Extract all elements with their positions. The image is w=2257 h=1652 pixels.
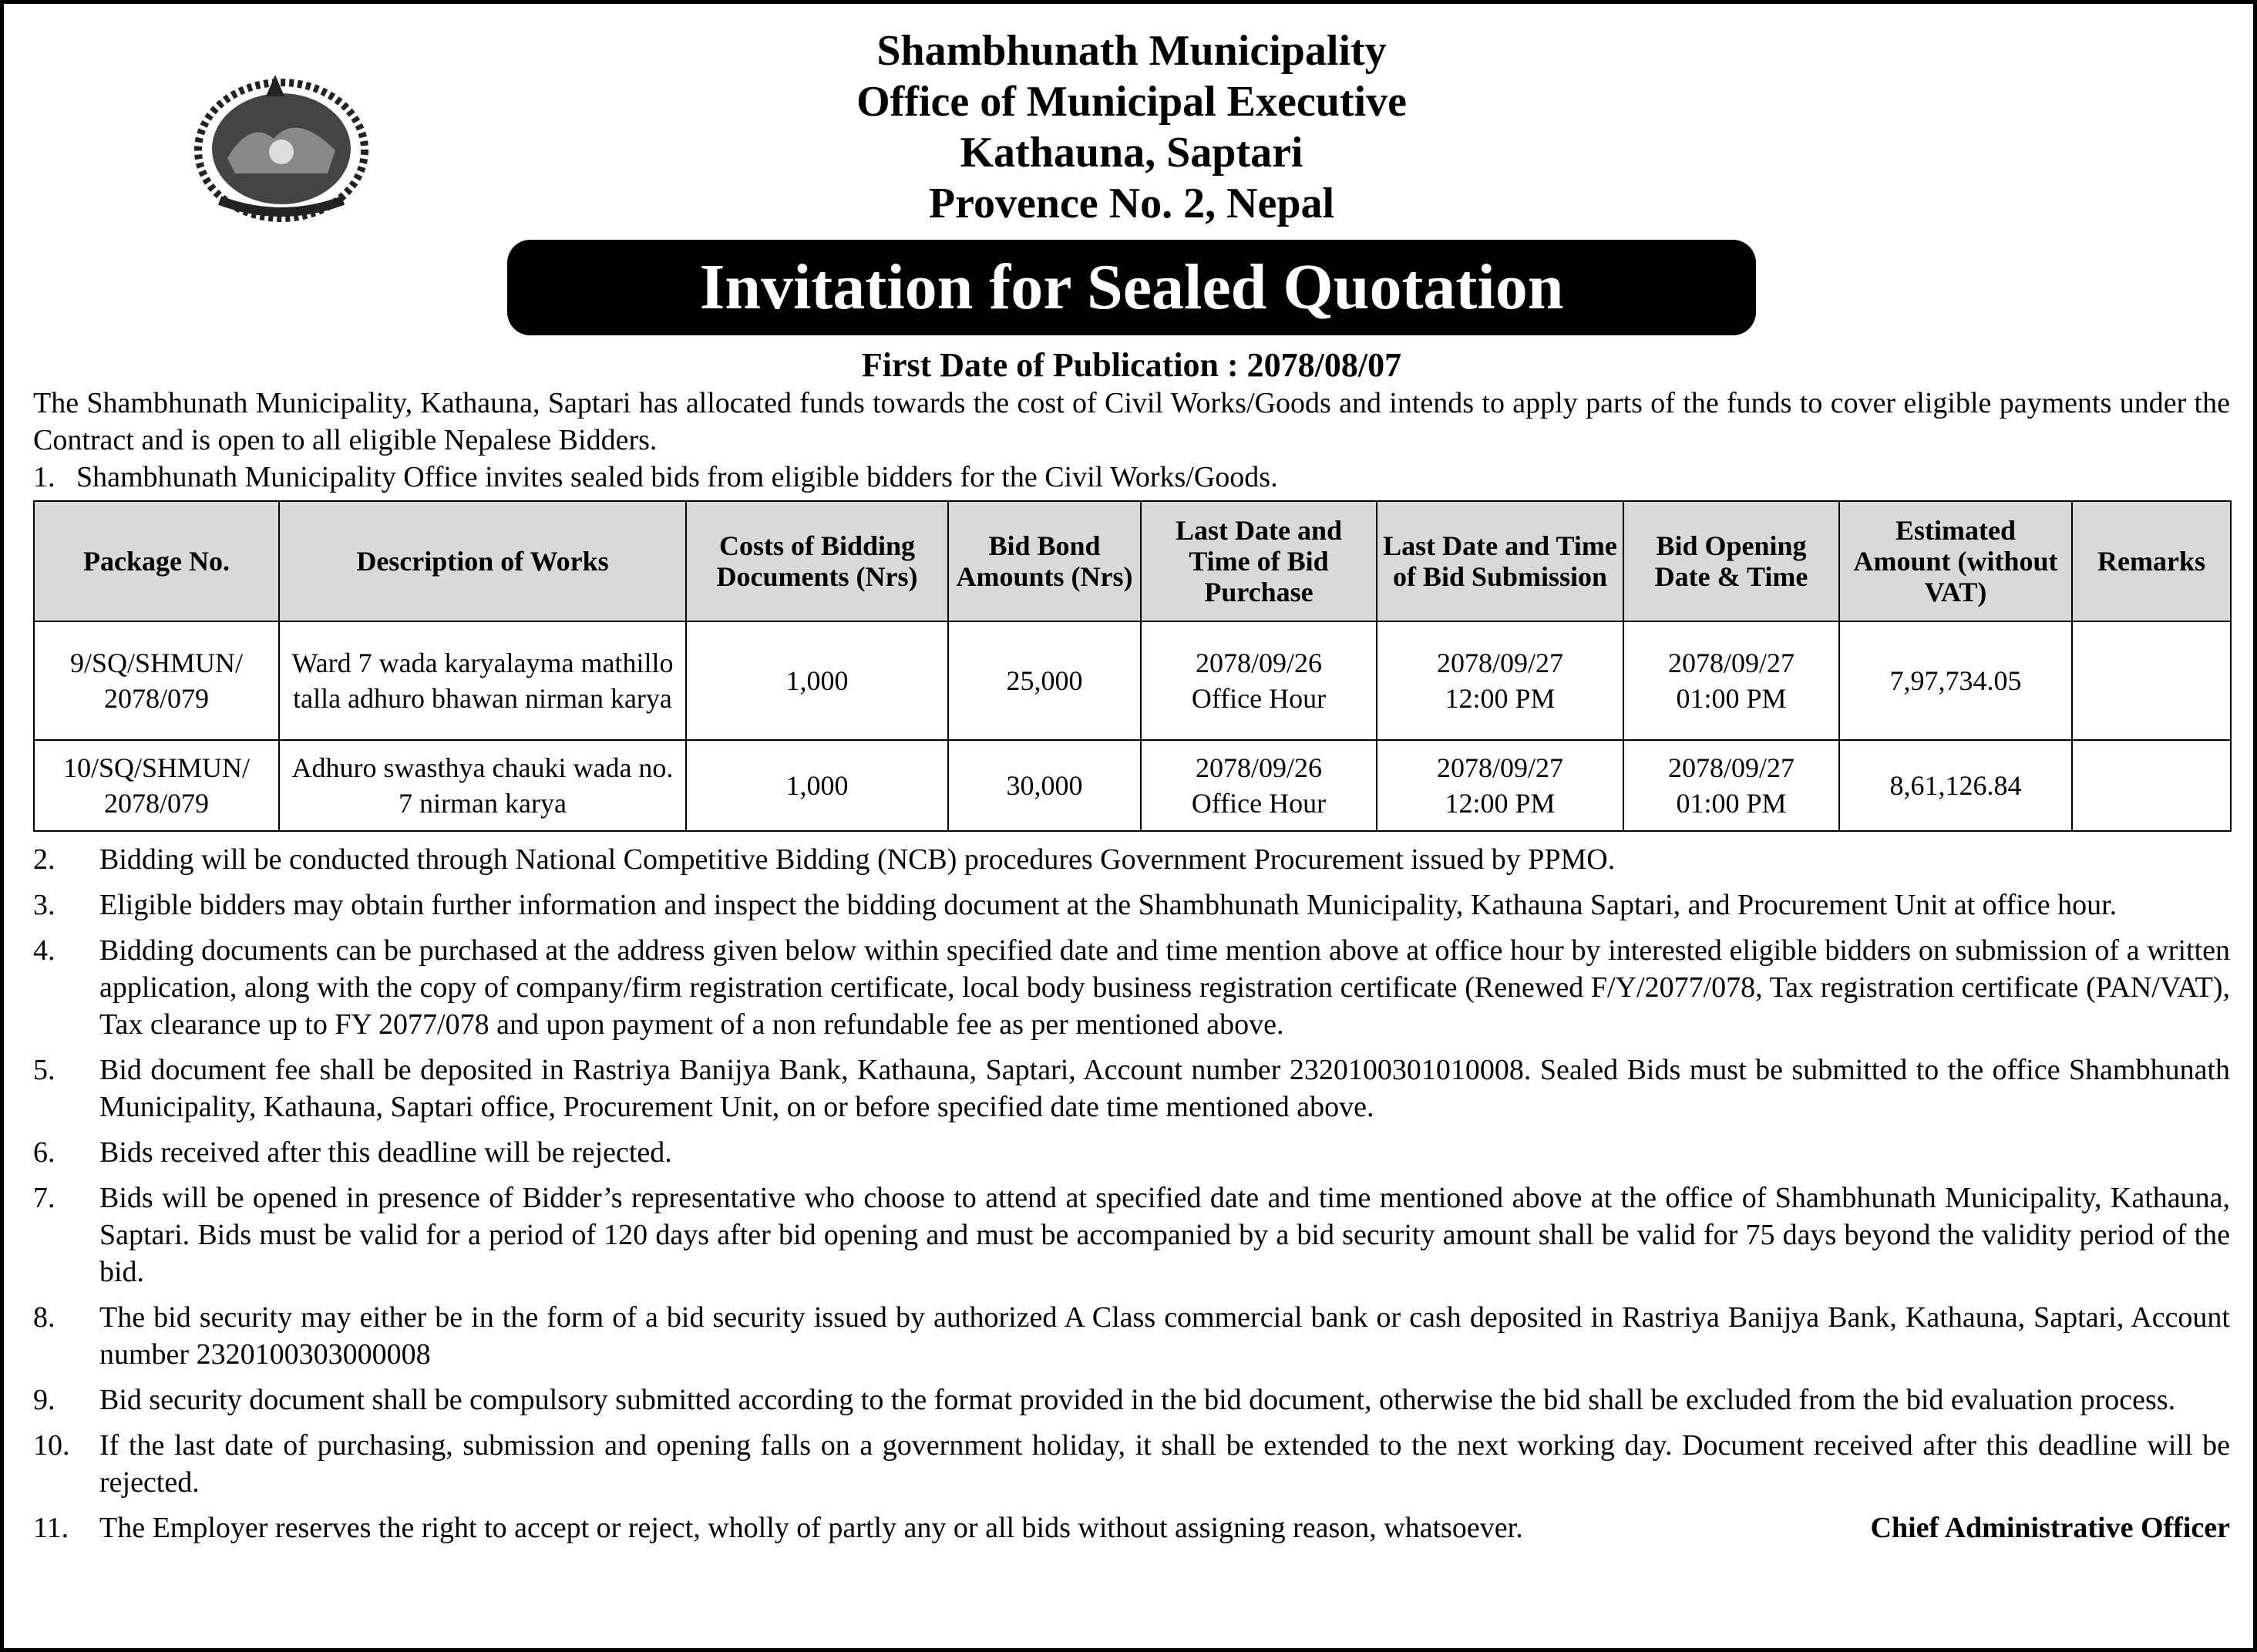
province-line: Provence No. 2, Nepal bbox=[928, 180, 1335, 227]
opening-date: 2078/09/27 bbox=[1667, 752, 1794, 783]
column-header: Package No. bbox=[34, 501, 279, 621]
purchase-cell bbox=[1141, 740, 1377, 831]
amount-cell: 7,97,734.05 bbox=[1839, 621, 2072, 740]
point-text: Bids received after this deadline will be rejected. bbox=[99, 1136, 672, 1169]
point-5 bbox=[33, 1051, 2230, 1125]
package-cell: 10/SQ/SHMUN/ 2078/079 bbox=[34, 740, 279, 831]
point-8 bbox=[33, 1299, 2230, 1373]
bond-cell: 30,000 bbox=[948, 740, 1141, 831]
cost-cell: 1,000 bbox=[686, 621, 948, 740]
office-name: Office of Municipal Executive bbox=[856, 78, 1407, 126]
point-9 bbox=[33, 1381, 2230, 1418]
point-number: 5. bbox=[33, 1054, 56, 1086]
point-2 bbox=[33, 841, 2230, 878]
column-header: Last Date and Time of Bid Submission bbox=[1377, 501, 1623, 621]
submission-cell bbox=[1377, 740, 1623, 831]
numbered-points bbox=[33, 841, 2230, 1546]
point-number: 10. bbox=[33, 1429, 70, 1462]
opening-date: 2078/09/27 bbox=[1667, 648, 1794, 678]
point-10 bbox=[33, 1427, 2230, 1501]
bond-cell: 25,000 bbox=[948, 621, 1141, 740]
point-number: 7. bbox=[33, 1182, 56, 1214]
description-cell: Adhuro swasthya chauki wada no. 7 nirman karya bbox=[279, 740, 686, 831]
opening-cell bbox=[1623, 621, 1839, 740]
purchase-date: 2078/09/26 bbox=[1195, 752, 1322, 783]
point-text: The Employer reserves the right to accept or reject, wholly of partly any or all bids without assigning reason, whatsoever. bbox=[99, 1512, 1523, 1544]
nepal-emblem-icon bbox=[189, 66, 374, 227]
submission-time: 12:00 PM bbox=[1445, 683, 1556, 714]
description-cell: Ward 7 wada karyalayma mathillo talla adhuro bhawan nirman karya bbox=[279, 621, 686, 740]
bids-table bbox=[33, 500, 2232, 832]
amount-cell: 8,61,126.84 bbox=[1839, 740, 2072, 831]
point-text: Bids will be opened in presence of Bidder’s representative who choose to attend at specified date and time mentioned above at the office of Shambhunath Municipality, Kathauna, Saptari. Bids must be valid for a period of 120 days after bid opening and must be accompanied by a bid security amount shall be valid for 75 days beyond the validity period of the bid. bbox=[99, 1182, 2230, 1288]
opening-time: 01:00 PM bbox=[1676, 788, 1787, 819]
remarks-cell bbox=[2072, 621, 2231, 740]
package-cell: 9/SQ/SHMUN/ 2078/079 bbox=[34, 621, 279, 740]
purchase-time: Office Hour bbox=[1191, 683, 1327, 714]
purchase-cell bbox=[1141, 621, 1377, 740]
point-number: 2. bbox=[33, 843, 56, 876]
point-text: The bid security may either be in the form of a bid security issued by authorized A Class commercial bank or cash deposited in Rastriya Banijya Bank, Kathauna, Saptari, Account number 2320100303000008 bbox=[99, 1301, 2230, 1371]
municipality-name: Shambhunath Municipality bbox=[876, 27, 1387, 75]
table-row bbox=[34, 740, 2231, 831]
point-text: Bid security document shall be compulsory submitted according to the format provided in the bid document, otherwise the bid shall be excluded from the bid evaluation process. bbox=[99, 1384, 2176, 1416]
table-row bbox=[34, 621, 2231, 740]
table-header-row bbox=[34, 501, 2231, 621]
submission-date: 2078/09/27 bbox=[1436, 752, 1563, 783]
point-number: 9. bbox=[33, 1384, 56, 1416]
point-text: Bidding will be conducted through National Competitive Bidding (NCB) procedures Government Procurement issued by PPMO. bbox=[99, 843, 1616, 876]
point-text: Eligible bidders may obtain further information and inspect the bidding document at the Shambhunath Municipality, Kathauna Saptari, and Procurement Unit at office hour. bbox=[99, 889, 2117, 921]
signature: Chief Administrative Officer bbox=[1870, 1512, 2230, 1544]
column-header: Remarks bbox=[2072, 501, 2231, 621]
purchase-date: 2078/09/26 bbox=[1195, 648, 1322, 678]
point-number: 8. bbox=[33, 1301, 56, 1334]
opening-time: 01:00 PM bbox=[1676, 683, 1787, 714]
point-number: 1. bbox=[33, 461, 56, 493]
title-banner: Invitation for Sealed Quotation bbox=[507, 240, 1756, 335]
point-6 bbox=[33, 1134, 2230, 1171]
point-text: Bid document fee shall be deposited in Rastriya Banijya Bank, Kathauna, Saptari, Account number 2320100301010008. Sealed Bids must be submitted to the office Shambhunath Municipality, Kathauna, Saptari office, Procurement Unit, on or before specified date time mentioned above. bbox=[99, 1054, 2230, 1123]
purchase-time: Office Hour bbox=[1191, 788, 1327, 819]
intro-paragraph: The Shambhunath Municipality, Kathauna, Saptari has allocated funds towards the cost of Civil Works/Goods and intends to apply parts of the funds to cover eligible payments under the Contract and is open to all eligible Nepalese Bidders. bbox=[33, 387, 2230, 456]
point-number: 6. bbox=[33, 1136, 56, 1169]
point-text: Shambhunath Municipality Office invites sealed bids from eligible bidders for the Civil Works/Goods. bbox=[76, 461, 1278, 493]
point-number: 11. bbox=[33, 1512, 69, 1544]
cost-cell: 1,000 bbox=[686, 740, 948, 831]
opening-cell bbox=[1623, 740, 1839, 831]
column-header: Estimated Amount (without VAT) bbox=[1839, 501, 2072, 621]
submission-cell bbox=[1377, 621, 1623, 740]
column-header: Bid Opening Date & Time bbox=[1623, 501, 1839, 621]
point-4 bbox=[33, 932, 2230, 1043]
publication-date: First Date of Publication : 2078/08/07 bbox=[861, 346, 1402, 384]
column-header: Costs of Bidding Documents (Nrs) bbox=[686, 501, 948, 621]
point-7 bbox=[33, 1179, 2230, 1290]
point-number: 4. bbox=[33, 934, 56, 967]
point-text: If the last date of purchasing, submission and opening falls on a government holiday, it shall be extended to the next working day. Document received after this deadline will be rejected. bbox=[99, 1429, 2230, 1499]
submission-time: 12:00 PM bbox=[1445, 788, 1556, 819]
column-header: Description of Works bbox=[279, 501, 686, 621]
point-text: Bidding documents can be purchased at the address given below within specified date and time mention above at office hour by interested eligible bidders on submission of a written application, along with the copy of company/firm registration certificate, local body business registration certificate (Renewed F/Y/2077/078, Tax registration certificate (PAN/VAT), Tax clearance up to FY 2077/078 and upon payment of a non refundable fee as per mentioned above. bbox=[99, 934, 2230, 1041]
point-1 bbox=[33, 459, 2230, 496]
office-location: Kathauna, Saptari bbox=[960, 129, 1303, 177]
submission-date: 2078/09/27 bbox=[1436, 648, 1563, 678]
title-banner-wrap bbox=[33, 240, 2230, 335]
column-header: Bid Bond Amounts (Nrs) bbox=[948, 501, 1141, 621]
point-11 bbox=[33, 1509, 2230, 1546]
point-number: 3. bbox=[33, 889, 56, 921]
remarks-cell bbox=[2072, 740, 2231, 831]
column-header: Last Date and Time of Bid Purchase bbox=[1141, 501, 1377, 621]
point-3 bbox=[33, 887, 2230, 924]
